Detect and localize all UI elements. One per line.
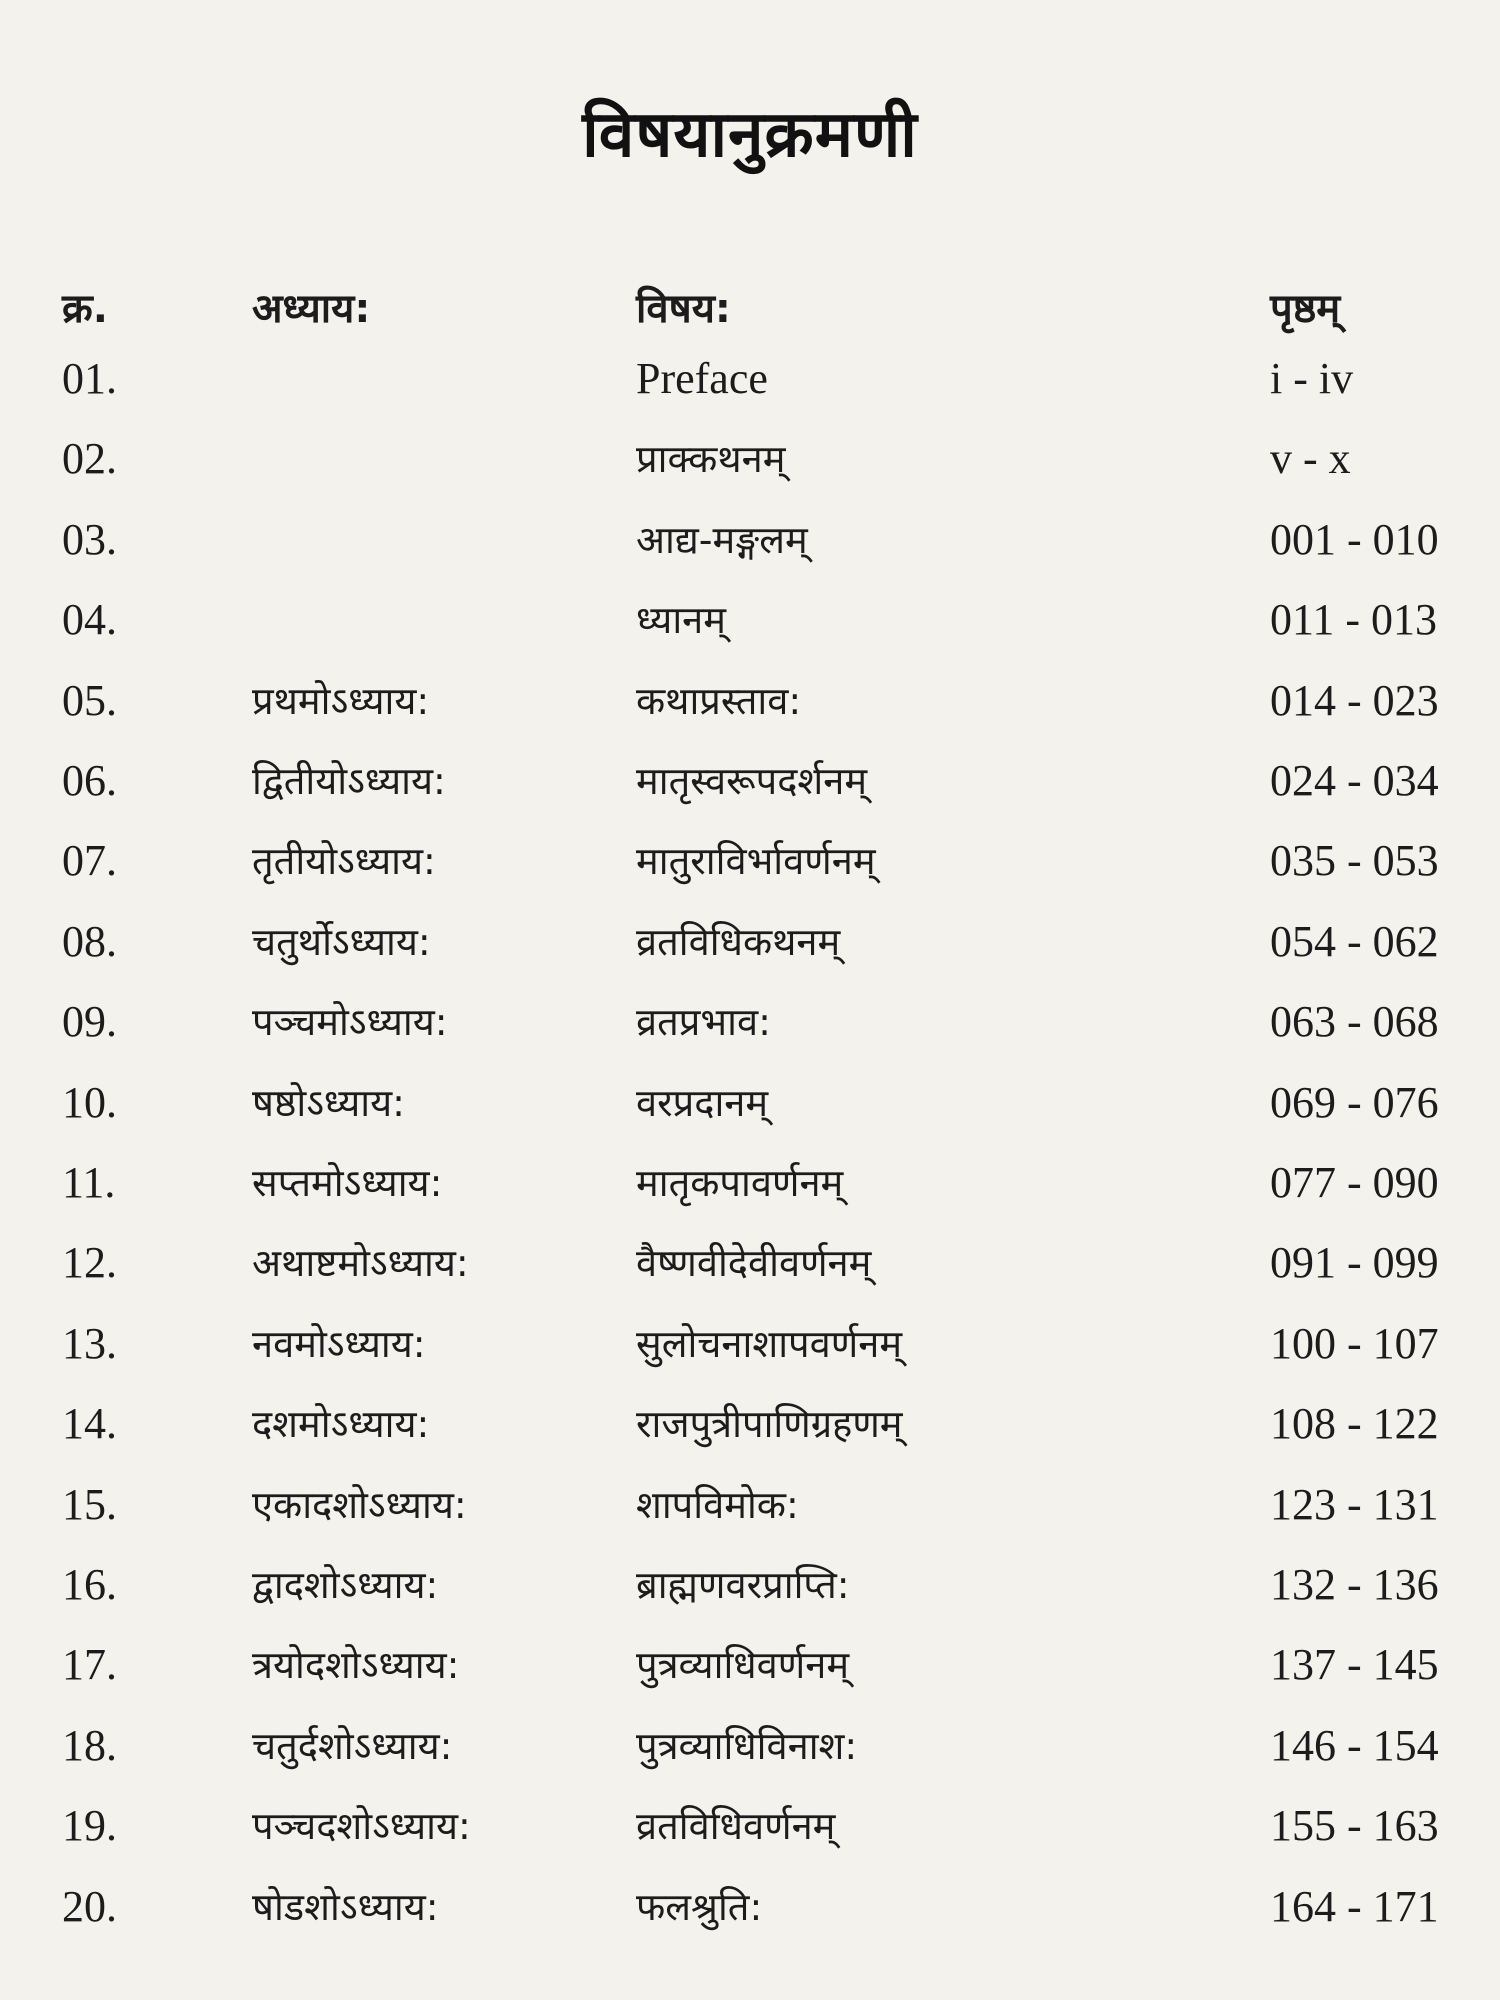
row-pages: 091 - 099 — [1270, 1238, 1439, 1288]
row-subject: ब्राह्मणवरप्राप्ति: — [636, 1563, 850, 1607]
row-subject: वैष्णवीदेवीवर्णनम् — [636, 1241, 872, 1286]
row-chapter: नवमोऽध्याय: — [252, 1321, 426, 1366]
row-subject: शापविमोक: — [636, 1482, 799, 1527]
row-pages: 024 - 034 — [1270, 756, 1439, 805]
table-row — [0, 826, 1500, 896]
row-pages: 108 - 122 — [1270, 1399, 1439, 1449]
row-pages: 155 - 163 — [1270, 1801, 1439, 1851]
row-number: 11. — [62, 1158, 116, 1207]
row-subject: मातृकपावर्णनम् — [636, 1161, 844, 1205]
header-subject: विषय: — [636, 286, 731, 332]
row-chapter: पञ्चदशोऽध्याय: — [252, 1804, 471, 1849]
table-header — [0, 274, 1500, 344]
row-chapter: एकादशोऽध्याय: — [252, 1482, 467, 1527]
row-pages: 132 - 136 — [1270, 1560, 1439, 1609]
row-subject: Preface — [636, 354, 768, 403]
row-pages: 011 - 013 — [1270, 595, 1438, 645]
table-row — [0, 1711, 1500, 1781]
row-chapter: त्रयोदशोऽध्याय: — [252, 1643, 460, 1688]
row-chapter: चतुर्दशोऽध्याय: — [252, 1723, 453, 1768]
row-pages: 123 - 131 — [1270, 1479, 1439, 1529]
page-title: विषयानुक्रमणी — [582, 98, 918, 172]
table-row — [0, 1791, 1500, 1861]
table-row — [0, 987, 1500, 1057]
row-pages: 014 - 023 — [1270, 675, 1439, 725]
table-row — [0, 1550, 1500, 1620]
table-row — [0, 1148, 1500, 1218]
row-subject: आद्य-मङ्गलम् — [636, 517, 808, 562]
table-row — [0, 1470, 1500, 1540]
row-pages: 001 - 010 — [1270, 514, 1439, 564]
row-subject: ध्यानम् — [636, 598, 726, 643]
table-row — [0, 1309, 1500, 1379]
row-subject: व्रतविधिकथनम् — [636, 919, 841, 964]
row-subject: कथाप्रस्ताव: — [636, 678, 802, 723]
row-chapter: तृतीयोऽध्याय: — [252, 839, 436, 884]
row-chapter: सप्तमोऽध्याय: — [252, 1161, 443, 1205]
row-pages: 077 - 090 — [1270, 1158, 1439, 1207]
table-row — [0, 1389, 1500, 1459]
row-number: 10. — [62, 1077, 117, 1127]
table-row — [0, 344, 1500, 414]
row-pages: 146 - 154 — [1270, 1720, 1439, 1770]
table-row — [0, 585, 1500, 655]
header-page: पृष्ठम् — [1270, 286, 1341, 332]
table-row — [0, 1872, 1500, 1942]
row-pages: i - iv — [1270, 354, 1354, 403]
row-subject: व्रतप्रभाव: — [636, 1000, 771, 1045]
row-chapter: द्वादशोऽध्याय: — [252, 1563, 439, 1607]
row-number: 04. — [62, 595, 117, 645]
row-number: 06. — [62, 756, 117, 805]
row-number: 08. — [62, 916, 117, 966]
row-chapter: पञ्चमोऽध्याय: — [252, 1000, 448, 1045]
row-number: 16. — [62, 1560, 117, 1609]
table-row — [0, 907, 1500, 977]
row-subject: पुत्रव्याधिविनाश: — [636, 1723, 858, 1768]
row-number: 18. — [62, 1720, 117, 1770]
row-number: 19. — [62, 1801, 117, 1851]
row-subject: मातुराविर्भावर्णनम् — [636, 839, 876, 884]
row-number: 12. — [62, 1238, 117, 1288]
row-subject: सुलोचनाशापवर्णनम् — [636, 1321, 903, 1366]
header-number: क्र. — [62, 286, 108, 332]
row-chapter: प्रथमोऽध्याय: — [252, 678, 430, 723]
table-row — [0, 746, 1500, 816]
row-number: 01. — [62, 354, 117, 403]
row-number: 17. — [62, 1640, 117, 1690]
row-chapter: चतुर्थोऽध्याय: — [252, 919, 431, 964]
row-number: 09. — [62, 997, 117, 1047]
table-row — [0, 1630, 1500, 1700]
row-pages: v - x — [1270, 434, 1351, 484]
row-pages: 035 - 053 — [1270, 836, 1439, 886]
row-subject: प्राक्कथनम् — [636, 437, 786, 482]
row-number: 13. — [62, 1318, 117, 1368]
row-subject: मातृस्वरूपदर्शनम् — [636, 759, 868, 803]
row-pages: 164 - 171 — [1270, 1881, 1439, 1931]
row-subject: पुत्रव्याधिवर्णनम् — [636, 1643, 850, 1688]
row-pages: 069 - 076 — [1270, 1077, 1439, 1127]
row-subject: राजपुत्रीपाणिग्रहणम् — [636, 1402, 903, 1447]
row-number: 03. — [62, 514, 117, 564]
row-number: 02. — [62, 434, 117, 484]
table-row — [0, 666, 1500, 736]
row-number: 07. — [62, 836, 117, 886]
row-chapter: दशमोऽध्याय: — [252, 1402, 430, 1447]
row-chapter: षोडशोऽध्याय: — [252, 1884, 439, 1929]
table-row — [0, 505, 1500, 575]
row-number: 15. — [62, 1479, 117, 1529]
table-row — [0, 1068, 1500, 1138]
row-pages: 137 - 145 — [1270, 1640, 1439, 1690]
row-subject: फलश्रुति: — [636, 1884, 763, 1929]
header-chapter: अध्याय: — [252, 286, 371, 332]
row-pages: 100 - 107 — [1270, 1318, 1439, 1368]
row-subject: व्रतविधिवर्णनम् — [636, 1804, 836, 1849]
table-row — [0, 424, 1500, 494]
row-number: 14. — [62, 1399, 117, 1449]
row-number: 05. — [62, 675, 117, 725]
row-pages: 054 - 062 — [1270, 916, 1439, 966]
row-number: 20. — [62, 1881, 117, 1931]
row-chapter: द्वितीयोऽध्याय: — [252, 759, 446, 803]
table-row — [0, 1228, 1500, 1298]
row-chapter: अथाष्टमोऽध्याय: — [252, 1241, 469, 1286]
row-chapter: षष्ठोऽध्याय: — [252, 1080, 405, 1125]
row-pages: 063 - 068 — [1270, 997, 1439, 1047]
row-subject: वरप्रदानम् — [636, 1080, 769, 1125]
